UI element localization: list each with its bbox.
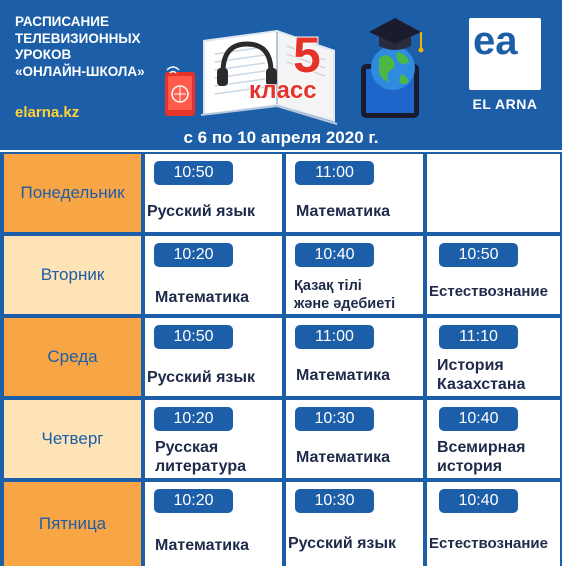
subject-label: Русский язык: [288, 535, 397, 552]
time-badge: 10:30: [295, 407, 374, 431]
subject-label: Математика: [155, 289, 250, 306]
table-row: [4, 236, 560, 314]
grade-number: 5: [293, 27, 321, 83]
subject-label-line2: және әдебиеті: [294, 296, 396, 312]
globe-icon: [371, 46, 415, 90]
time-badge: 10:30: [295, 489, 374, 513]
lesson-cell: [427, 318, 560, 396]
svg-text:ea: ea: [473, 19, 518, 63]
lesson-cell: [286, 318, 423, 396]
time-badge: 10:20: [154, 489, 233, 513]
subject-label-line2: литература: [155, 458, 246, 475]
subject-label-line1: Всемирная: [437, 439, 526, 456]
subject-label: Математика: [296, 367, 391, 384]
table-row: [4, 154, 560, 232]
banner-title: [15, 14, 190, 80]
date-range: с 6 по 10 апреля 2020 г.: [183, 128, 379, 147]
empty-lesson-cell: [427, 154, 560, 232]
smartphone-icon: [165, 72, 195, 116]
subject-label: Русский язык: [147, 203, 256, 220]
time-badge: 10:20: [154, 243, 233, 267]
lesson-cell: [286, 482, 423, 566]
lesson-cell: [145, 400, 282, 478]
subject-label-line1: Русская: [155, 439, 219, 456]
graduation-cap-icon: [369, 18, 424, 53]
lesson-cell: [145, 236, 282, 314]
subject-label: Естествознание: [429, 283, 548, 300]
lesson-cell: [286, 154, 423, 232]
day-cell: Понедельник: [4, 154, 141, 232]
subject-label: Математика: [155, 537, 250, 554]
table-row: [4, 482, 560, 566]
banner-title-line: УРОКОВ: [15, 47, 72, 62]
lesson-cell: [427, 400, 560, 478]
banner-title-line: РАСПИСАНИЕ: [15, 14, 110, 29]
lesson-cell: [286, 236, 423, 314]
subject-label-line2: Казахстана: [437, 376, 526, 393]
time-badge: 10:50: [154, 161, 233, 185]
time-badge: 10:40: [439, 407, 518, 431]
time-badge: 11:10: [439, 325, 518, 349]
time-badge: 10:20: [154, 407, 233, 431]
banner-title-line: ТЕЛЕВИЗИОННЫХ: [15, 30, 141, 46]
banner-title-line: «ОНЛАЙН-ШКОЛА»: [15, 63, 145, 79]
lesson-cell: [427, 482, 560, 566]
time-badge: 10:50: [439, 243, 518, 267]
time-badge: 11:00: [295, 325, 374, 349]
grade-word: класс: [249, 77, 317, 104]
time-badge: 10:40: [439, 489, 518, 513]
lesson-cell: [427, 236, 560, 314]
subject-label: Естествознание: [429, 535, 548, 552]
lesson-cell: [286, 400, 423, 478]
day-cell: Среда: [4, 318, 141, 396]
day-cell: Четверг: [4, 400, 141, 478]
day-cell: Пятница: [4, 482, 141, 566]
logo-ea-icon: [469, 18, 541, 90]
subject-label: Русский язык: [147, 369, 256, 386]
subject-label-line1: Қазақ тілі: [294, 278, 362, 294]
site-link[interactable]: elarna.kz: [15, 104, 80, 121]
logo-name: EL ARNA: [472, 96, 538, 112]
subject-label-line2: история: [437, 458, 503, 475]
subject-label: Математика: [296, 449, 391, 466]
header-banner: [0, 0, 562, 150]
subject-label: Математика: [296, 203, 391, 220]
day-cell: Вторник: [4, 236, 141, 314]
lesson-cell: [145, 482, 282, 566]
el-arna-logo: [469, 18, 541, 90]
time-badge: 10:40: [295, 243, 374, 267]
subject-label-line1: История: [437, 357, 504, 374]
lesson-cell: [145, 318, 282, 396]
book-illustration: [165, 10, 465, 125]
schedule-table: [0, 152, 562, 566]
table-row: [4, 318, 560, 396]
time-badge: 10:50: [154, 325, 233, 349]
table-row: [4, 400, 560, 478]
time-badge: 11:00: [295, 161, 374, 185]
lesson-cell: [145, 154, 282, 232]
